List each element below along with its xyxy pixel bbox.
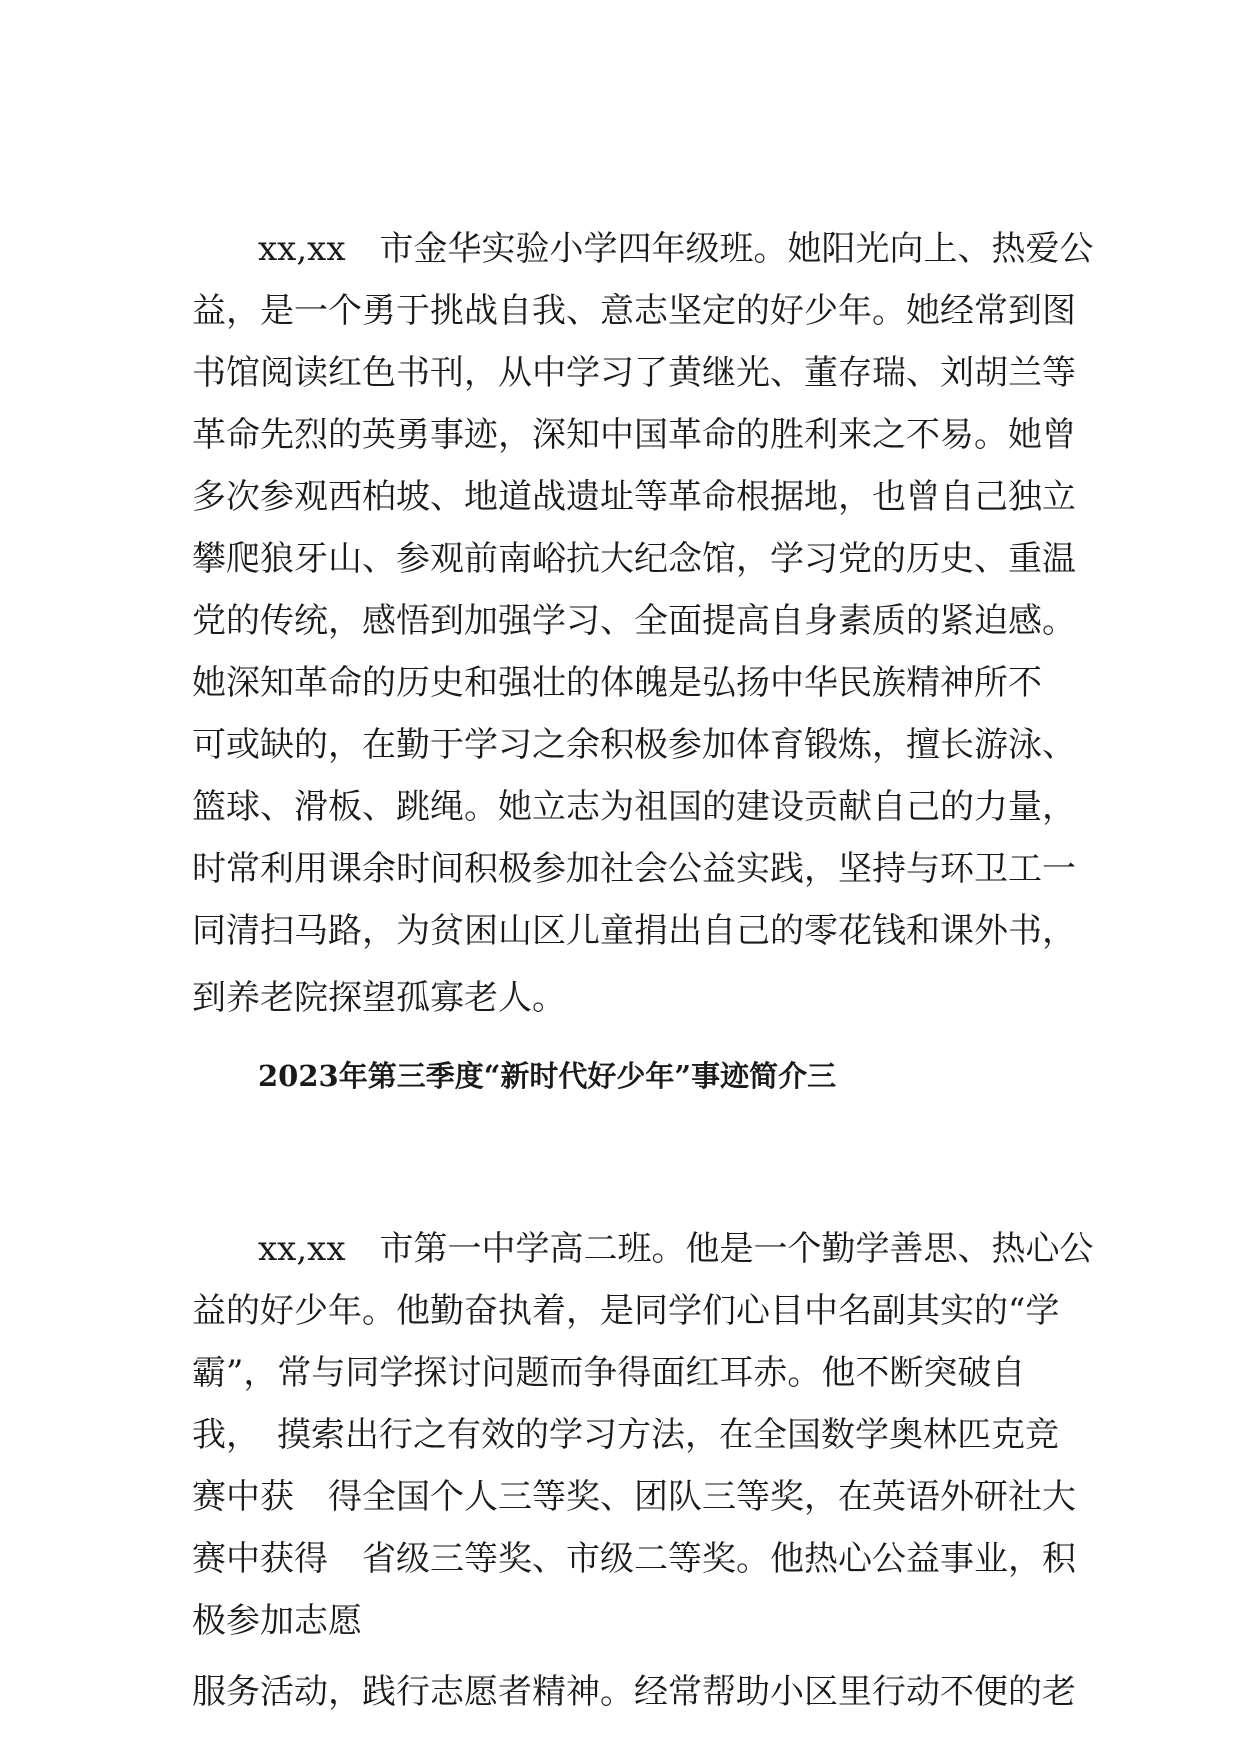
paragraph-line: xx,xx 市金华实验小学四年级班。她阳光向上、热爱公 [258,229,1094,269]
paragraph-line: 赛中获得 省级三等奖、市级二等奖。他热心公益事业，积 [192,1539,1076,1579]
paragraph-line: 篮球、滑板、跳绳。她立志为祖国的建设贡献自己的力量， [192,787,1076,827]
paragraph-line: 多次参观西柏坡、地道战遗址等革命根据地，也曾自己独立 [192,477,1076,517]
section-heading: 2023年第三季度“新时代好少年”事迹简介三 [258,1059,837,1093]
paragraph-line: 霸”，常与同学探讨问题而争得面红耳赤。他不断突破自 [192,1353,1026,1393]
paragraph-line: 革命先烈的英勇事迹，深知中国革命的胜利来之不易。她曾 [192,415,1076,455]
paragraph-line: 极参加志愿 [192,1601,362,1641]
paragraph-line: 同清扫马路，为贫困山区儿童捐出自己的零花钱和课外书， [192,911,1076,951]
paragraph-line: 攀爬狼牙山、参观前南峪抗大纪念馆，学习党的历史、重温 [192,539,1076,579]
paragraph-line: 益，是一个勇于挑战自我、意志坚定的好少年。她经常到图 [192,291,1076,331]
paragraph-line: 党的传统，感悟到加强学习、全面提高自身素质的紧迫感。 [192,601,1076,641]
paragraph-line: 可或缺的，在勤于学习之余积极参加体育锻炼，擅长游泳、 [192,725,1076,765]
paragraph-line: 服务活动，践行志愿者精神。经常帮助小区里行动不便的老 [192,1672,1076,1712]
paragraph-line: 到养老院探望孤寡老人。 [192,978,566,1018]
paragraph-line: xx,xx 市第一中学高二班。他是一个勤学善思、热心公 [258,1229,1094,1269]
paragraph-line: 她深知革命的历史和强壮的体魄是弘扬中华民族精神所不 [192,663,1042,703]
paragraph-line: 时常利用课余时间积极参加社会公益实践，坚持与环卫工一 [192,849,1076,889]
paragraph-line: 书馆阅读红色书刊，从中学习了黄继光、董存瑞、刘胡兰等 [192,353,1076,393]
paragraph-line: 益的好少年。他勤奋执着，是同学们心目中名副其实的“学 [192,1291,1060,1331]
paragraph-line: 我， 摸索出行之有效的学习方法，在全国数学奥林匹克竞 [192,1415,1059,1455]
paragraph-line: 赛中获 得全国个人三等奖、团队三等奖，在英语外研社大 [192,1477,1076,1517]
